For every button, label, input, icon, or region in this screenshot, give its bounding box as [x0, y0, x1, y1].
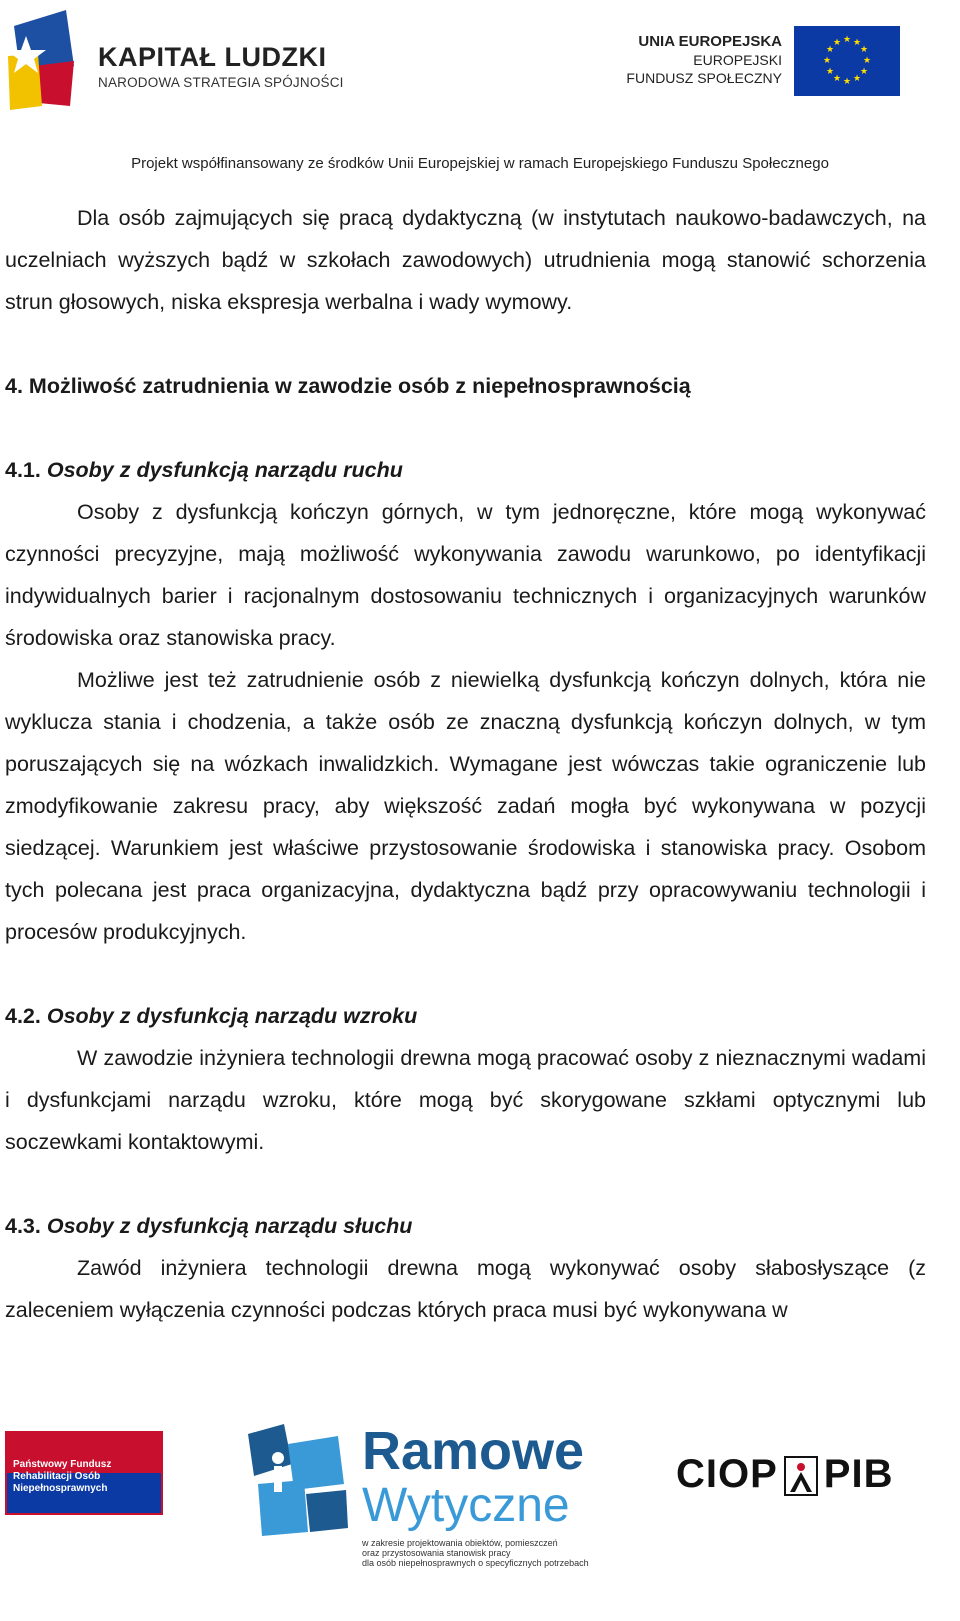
svg-text:★: ★	[859, 67, 869, 77]
section-4-3-heading	[5, 1205, 926, 1247]
intro-paragraph: Dla osób zajmujących się pracą dydaktyczną (w instytutach naukowo-badawczych, na uczelniach wyższych bądź w szkołach zawodowych) utrudnienia mogą stanowić schorzenia strun głosowych, niska ekspresja werbalna i wady wymowy.	[5, 206, 926, 314]
rw-sub-line-2: oraz przystosowania stanowisk pracy	[362, 1548, 511, 1558]
svg-text:★: ★	[832, 38, 842, 48]
spacer	[5, 407, 926, 449]
kapital-ludzki-title: KAPITAŁ LUDZKI	[98, 42, 327, 72]
pib-text: PIB	[823, 1452, 894, 1496]
section-title: Osoby z dysfunkcją narządu słuchu	[46, 1214, 413, 1238]
svg-text:★: ★	[832, 74, 842, 84]
kapital-ludzki-logo-icon	[4, 6, 94, 116]
rw-sub-line-3: dla osób niepełnosprawnych o specyficznych potrzebach	[362, 1558, 589, 1568]
kapital-ludzki-subtitle: NARODOWA STRATEGIA SPÓJNOŚCI	[98, 75, 344, 90]
pfron-logo-text	[13, 1459, 111, 1495]
rw-sub-line-1: w zakresie projektowania obiektów, pomieszczeń	[362, 1538, 558, 1548]
page-header	[0, 0, 960, 190]
ramowe-title: Ramowe	[362, 1421, 585, 1481]
section-4-heading: 4. Możliwość zatrudnienia w zawodzie osób z niepełnosprawnością	[5, 374, 691, 398]
pfron-line-3: Niepełnosprawnych	[13, 1483, 108, 1494]
section-4-1-heading	[5, 449, 926, 491]
section-4-2-heading	[5, 995, 926, 1037]
section-4-1-paragraph-2: Możliwe jest też zatrudnienie osób z niewielką dysfunkcją kończyn dolnych, która nie wyklucza stania i chodzenia, a także osób ze znaczną dysfunkcją kończyn dolnych, w tym poruszających się na wózkach inwalidzkich. Wymagane jest wówczas takie ograniczenie lub zmodyfikowanie zakresu pracy, aby większość zadań mogła być wykonywana w pozycji siedzącej. Warunkiem jest właściwe przystosowanie środowiska i stanowiska pracy. Osobom tych polecana jest praca organizacyjna, dydaktyczna bądź przy opracowywaniu technologii i procesów produkcyjnych.	[5, 668, 926, 944]
pfron-line-1: Państwowy Fundusz	[13, 1459, 112, 1470]
ciop-person-icon	[784, 1456, 818, 1496]
eu-line-3: FUNDUSZ SPOŁECZNY	[626, 70, 782, 86]
ciop-pib-logo	[676, 1452, 893, 1497]
spacer	[5, 1163, 926, 1205]
ciop-text: CIOP	[676, 1452, 778, 1496]
svg-text:★: ★	[852, 38, 862, 48]
section-number: 4.3.	[5, 1214, 41, 1238]
eu-line-1: UNIA EUROPEJSKA	[638, 33, 782, 50]
ramowe-wytyczne-mark-icon	[248, 1424, 348, 1536]
document-body	[5, 197, 926, 1331]
spacer	[5, 953, 926, 995]
section-4-3-paragraph-1: Zawód inżyniera technologii drewna mogą wykonywać osoby słabosłyszące (z zaleceniem wyłączenia czynności podczas których praca musi być wykonywana w	[5, 1256, 926, 1322]
svg-text:★: ★	[842, 77, 852, 87]
svg-text:★: ★	[825, 67, 835, 77]
section-title: Osoby z dysfunkcją narządu wzroku	[46, 1004, 418, 1028]
section-title: Osoby z dysfunkcją narządu ruchu	[46, 458, 403, 482]
page-footer	[0, 1420, 960, 1621]
svg-text:★: ★	[862, 56, 872, 66]
eu-line-2: EUROPEJSKI	[693, 52, 782, 68]
svg-text:★: ★	[852, 74, 862, 84]
svg-text:★: ★	[859, 45, 869, 55]
section-number: 4.2.	[5, 1004, 41, 1028]
eu-fund-label	[626, 33, 782, 87]
svg-text:★: ★	[842, 35, 852, 45]
ramowe-wytyczne-subtitle	[362, 1538, 602, 1568]
section-4-2-paragraph-1: W zawodzie inżyniera technologii drewna mogą pracować osoby z nieznacznymi wadami i dysfunkcjami narządu wzroku, które mogą być skorygowane szkłami optycznymi lub soczewkami kontaktowymi.	[5, 1046, 926, 1154]
svg-text:★: ★	[825, 45, 835, 55]
spacer	[5, 323, 926, 365]
section-4-1-paragraph-1: Osoby z dysfunkcją kończyn górnych, w tym jednoręczne, które mogą wykonywać czynności precyzyjne, mają możliwość wykonywania zawodu warunkowo, po identyfikacji indywidualnych barier i racjonalnym dostosowaniu technicznych i organizacyjnych warunków środowiska oraz stanowiska pracy.	[5, 500, 926, 650]
eu-flag-icon	[794, 26, 900, 96]
section-number: 4.1.	[5, 458, 41, 482]
cofunding-note: Projekt współfinansowany ze środków Unii Europejskiej w ramach Europejskiego Funduszu Społecznego	[131, 155, 829, 172]
wytyczne-title: Wytyczne	[362, 1479, 570, 1532]
pfron-line-2: Rehabilitacji Osób	[13, 1471, 101, 1482]
pfron-logo	[5, 1431, 163, 1515]
svg-text:★: ★	[822, 56, 832, 66]
